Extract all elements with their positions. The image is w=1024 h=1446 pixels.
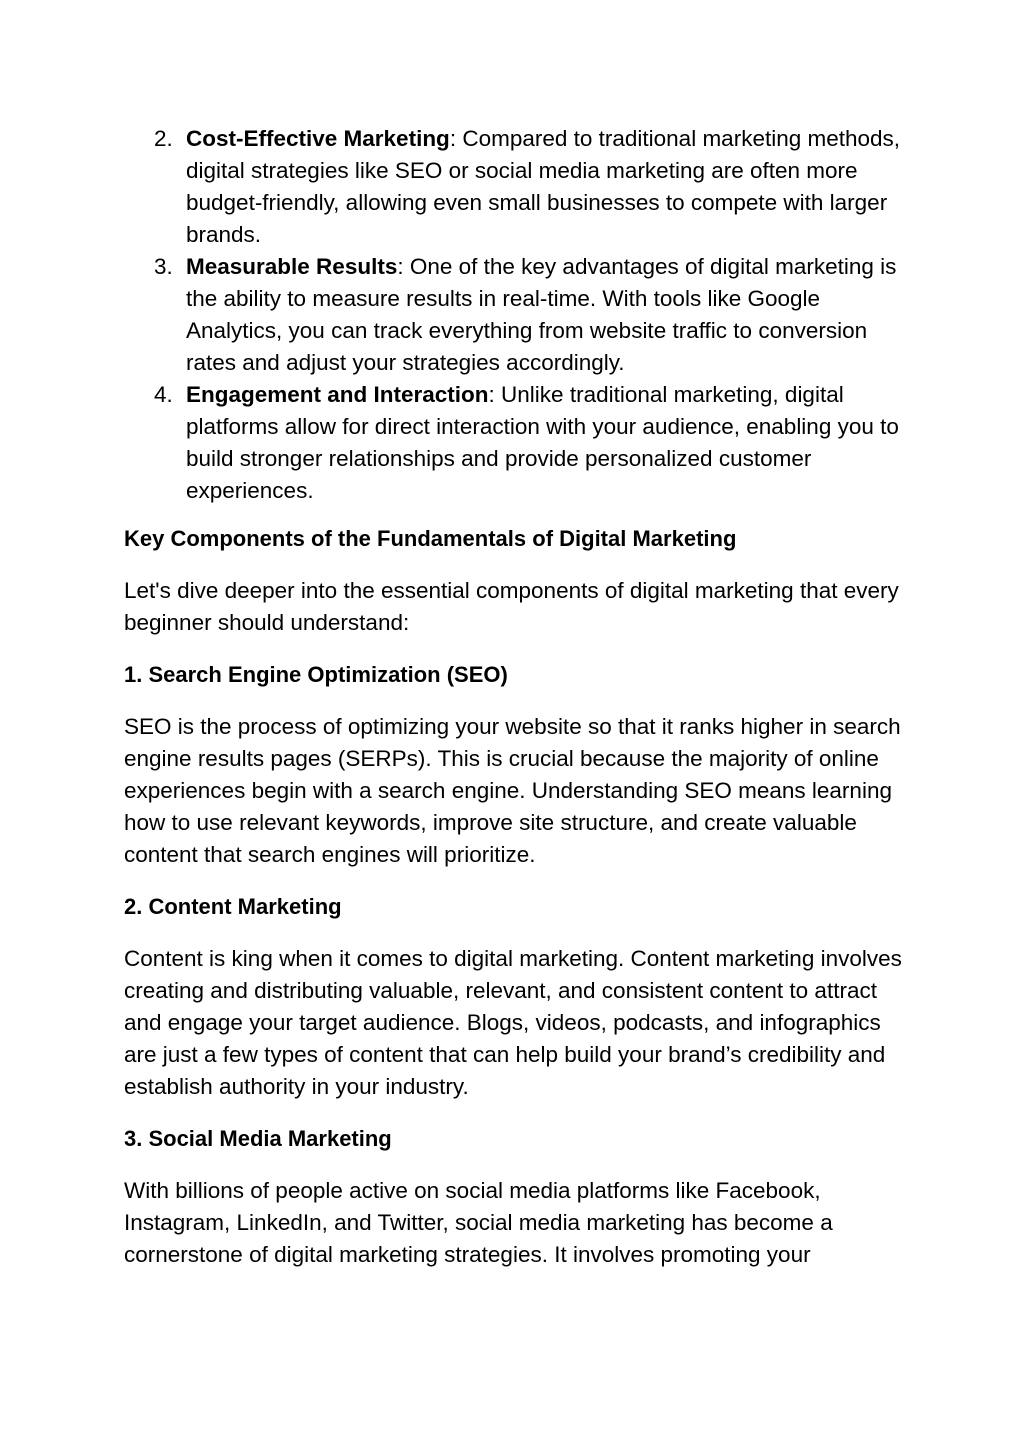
key-components-paragraph: Let's dive deeper into the essential components of digital marketing that every beginner should understand:: [124, 578, 899, 635]
list-number: 3.: [154, 254, 173, 279]
list-item-text: : Unlike traditional marketing, digital platforms allow for direct interaction with your audience, enabling you to build stronger relationships and provide personalized customer experiences.: [186, 382, 899, 503]
list-item-term: Cost-Effective Marketing: [186, 126, 450, 151]
list-item-text: : Compared to traditional marketing methods, digital strategies like SEO or social media marketing are often more budget-friendly, allowing even small businesses to compete with larger brands.: [186, 126, 901, 247]
key-components-heading: Key Components of the Fundamentals of Digital Marketing: [124, 526, 737, 551]
seo-paragraph: SEO is the process of optimizing your website so that it ranks higher in search engine results pages (SERPs). This is crucial because the majority of online experiences begin with a search engine. Understanding SEO means learning how to use relevant keywords, improve site structure, and create valuable content that search engines will prioritize.: [124, 714, 901, 867]
list-item: [124, 379, 904, 507]
list-item: [124, 123, 904, 251]
content-marketing-heading: 2. Content Marketing: [124, 894, 342, 919]
list-item-text: : One of the key advantages of digital marketing is the ability to measure results in real-time. With tools like Google Analytics, you can track everything from website traffic to conversion rates and adjust your strategies accordingly.: [186, 254, 897, 375]
content-marketing-paragraph: Content is king when it comes to digital marketing. Content marketing involves creating and distributing valuable, relevant, and consistent content to attract and engage your target audience. Blogs, videos, podcasts, and infographics are just a few types of content that can help build your brand’s credibility and establish authority in your industry.: [124, 946, 902, 1099]
list-item-term: Engagement and Interaction: [186, 382, 489, 407]
list-number: 4.: [154, 382, 173, 407]
social-media-paragraph: With billions of people active on social media platforms like Facebook, Instagram, LinkedIn, and Twitter, social media marketing has become a cornerstone of digital marketing strategies. It involves promoting your: [124, 1178, 833, 1267]
list-item-term: Measurable Results: [186, 254, 398, 279]
seo-heading: 1. Search Engine Optimization (SEO): [124, 662, 508, 687]
benefits-list: [124, 123, 904, 507]
list-number: 2.: [154, 126, 173, 151]
document-content: [124, 523, 904, 1291]
list-item: [124, 251, 904, 379]
social-media-heading: 3. Social Media Marketing: [124, 1126, 392, 1151]
